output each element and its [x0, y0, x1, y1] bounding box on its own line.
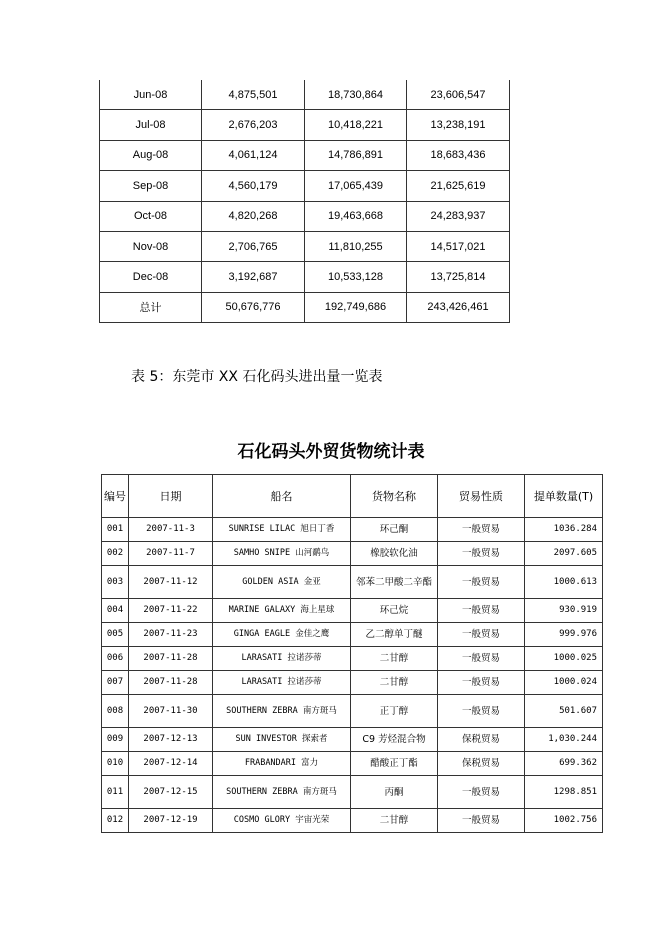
value-b-cell: 14,786,891: [305, 140, 407, 170]
month-cell: Jun-08: [100, 80, 202, 110]
table-row: [102, 542, 603, 566]
date-cell: 2007-11-30: [129, 695, 213, 728]
trade-cell: 一般贸易: [438, 542, 525, 566]
ship-cell: FRABANDARI 富力: [213, 752, 351, 776]
qty-cell: 1036.284: [525, 518, 603, 542]
qty-cell: 699.362: [525, 752, 603, 776]
date-cell: 2007-11-7: [129, 542, 213, 566]
ship-cell: GOLDEN ASIA 金亚: [213, 566, 351, 599]
table-row: [102, 599, 603, 623]
value-a-cell: 4,875,501: [202, 80, 305, 110]
qty-cell: 2097.605: [525, 542, 603, 566]
header-qty: 提单数量(T): [525, 475, 603, 518]
qty-cell: 999.976: [525, 623, 603, 647]
header-goods: 货物名称: [351, 475, 438, 518]
month-cell: 总计: [100, 292, 202, 322]
ship-cell: SOUTHERN ZEBRA 南方斑马: [213, 695, 351, 728]
qty-cell: 1000.024: [525, 671, 603, 695]
date-cell: 2007-12-13: [129, 728, 213, 752]
no-cell: 007: [102, 671, 129, 695]
date-cell: 2007-12-19: [129, 809, 213, 833]
qty-cell: 1298.851: [525, 776, 603, 809]
goods-cell: C9 芳烃混合物: [351, 728, 438, 752]
table-row: [100, 110, 510, 140]
qty-cell: 1,030.244: [525, 728, 603, 752]
no-cell: 009: [102, 728, 129, 752]
table-row: [102, 752, 603, 776]
no-cell: 011: [102, 776, 129, 809]
ship-cell: LARASATI 拉诺莎蒂: [213, 647, 351, 671]
table-row: [102, 809, 603, 833]
month-cell: Jul-08: [100, 110, 202, 140]
date-cell: 2007-11-23: [129, 623, 213, 647]
table-row: [100, 292, 510, 322]
trade-cell: 一般贸易: [438, 695, 525, 728]
total-cell: 18,683,436: [407, 140, 510, 170]
header-trade: 贸易性质: [438, 475, 525, 518]
table-row: [102, 671, 603, 695]
total-cell: 24,283,937: [407, 201, 510, 231]
total-cell: 243,426,461: [407, 292, 510, 322]
date-cell: 2007-11-22: [129, 599, 213, 623]
value-a-cell: 4,820,268: [202, 201, 305, 231]
no-cell: 002: [102, 542, 129, 566]
goods-cell: 正丁醇: [351, 695, 438, 728]
trade-cell: 一般贸易: [438, 647, 525, 671]
goods-cell: 环己酮: [351, 518, 438, 542]
goods-cell: 丙酮: [351, 776, 438, 809]
ship-cell: LARASATI 拉诺莎蒂: [213, 671, 351, 695]
ship-cell: GINGA EAGLE 金佳之鹰: [213, 623, 351, 647]
value-b-cell: 192,749,686: [305, 292, 407, 322]
trade-cell: 一般贸易: [438, 518, 525, 542]
cargo-table-title: 石化码头外贸货物统计表: [237, 442, 425, 462]
no-cell: 005: [102, 623, 129, 647]
total-cell: 23,606,547: [407, 80, 510, 110]
cargo-table-header-row: [102, 475, 603, 518]
goods-cell: 二甘醇: [351, 671, 438, 695]
table-caption: 表 5：东莞市 XX 石化码头进出量一览表: [131, 369, 383, 385]
date-cell: 2007-12-14: [129, 752, 213, 776]
table-row: [102, 647, 603, 671]
no-cell: 010: [102, 752, 129, 776]
qty-cell: 501.607: [525, 695, 603, 728]
trade-cell: 一般贸易: [438, 776, 525, 809]
value-b-cell: 10,533,128: [305, 262, 407, 292]
no-cell: 003: [102, 566, 129, 599]
trade-cell: 一般贸易: [438, 566, 525, 599]
month-cell: Sep-08: [100, 171, 202, 201]
trade-cell: 保税贸易: [438, 752, 525, 776]
date-cell: 2007-11-12: [129, 566, 213, 599]
no-cell: 012: [102, 809, 129, 833]
table-row: [102, 776, 603, 809]
monthly-table-body: [100, 80, 510, 323]
table-row: [102, 728, 603, 752]
table-row: [102, 623, 603, 647]
value-a-cell: 4,560,179: [202, 171, 305, 201]
header-ship: 船名: [213, 475, 351, 518]
value-b-cell: 11,810,255: [305, 231, 407, 261]
header-no: 编号: [102, 475, 129, 518]
ship-cell: SUNRISE LILAC 旭日丁香: [213, 518, 351, 542]
qty-cell: 930.919: [525, 599, 603, 623]
value-a-cell: 2,706,765: [202, 231, 305, 261]
goods-cell: 醋酸正丁酯: [351, 752, 438, 776]
table-row: [102, 518, 603, 542]
total-cell: 21,625,619: [407, 171, 510, 201]
no-cell: 004: [102, 599, 129, 623]
month-cell: Nov-08: [100, 231, 202, 261]
table-row: [100, 262, 510, 292]
table-row: [102, 695, 603, 728]
no-cell: 008: [102, 695, 129, 728]
value-b-cell: 17,065,439: [305, 171, 407, 201]
goods-cell: 环己烷: [351, 599, 438, 623]
cargo-table-body: [102, 518, 603, 833]
value-a-cell: 2,676,203: [202, 110, 305, 140]
value-a-cell: 4,061,124: [202, 140, 305, 170]
goods-cell: 邻苯二甲酸二辛酯: [351, 566, 438, 599]
ship-cell: SOUTHERN ZEBRA 南方斑马: [213, 776, 351, 809]
trade-cell: 一般贸易: [438, 599, 525, 623]
goods-cell: 二甘醇: [351, 809, 438, 833]
total-cell: 14,517,021: [407, 231, 510, 261]
month-cell: Oct-08: [100, 201, 202, 231]
monthly-table: [99, 80, 510, 323]
table-row: [100, 171, 510, 201]
total-cell: 13,238,191: [407, 110, 510, 140]
goods-cell: 橡胶软化油: [351, 542, 438, 566]
month-cell: Dec-08: [100, 262, 202, 292]
date-cell: 2007-11-28: [129, 647, 213, 671]
total-cell: 13,725,814: [407, 262, 510, 292]
ship-cell: SUN INVESTOR 探索者: [213, 728, 351, 752]
value-b-cell: 10,418,221: [305, 110, 407, 140]
value-a-cell: 3,192,687: [202, 262, 305, 292]
goods-cell: 二甘醇: [351, 647, 438, 671]
value-a-cell: 50,676,776: [202, 292, 305, 322]
date-cell: 2007-12-15: [129, 776, 213, 809]
table-row: [100, 201, 510, 231]
no-cell: 001: [102, 518, 129, 542]
goods-cell: 乙二醇单丁醚: [351, 623, 438, 647]
cargo-table: [101, 474, 603, 833]
no-cell: 006: [102, 647, 129, 671]
table-row: [100, 140, 510, 170]
qty-cell: 1002.756: [525, 809, 603, 833]
trade-cell: 一般贸易: [438, 623, 525, 647]
date-cell: 2007-11-28: [129, 671, 213, 695]
ship-cell: MARINE GALAXY 海上星球: [213, 599, 351, 623]
trade-cell: 保税贸易: [438, 728, 525, 752]
qty-cell: 1000.613: [525, 566, 603, 599]
month-cell: Aug-08: [100, 140, 202, 170]
table-row: [100, 80, 510, 110]
trade-cell: 一般贸易: [438, 809, 525, 833]
table-row: [100, 231, 510, 261]
header-date: 日期: [129, 475, 213, 518]
ship-cell: SAMHO SNIPE 山河鹬鸟: [213, 542, 351, 566]
value-b-cell: 19,463,668: [305, 201, 407, 231]
trade-cell: 一般贸易: [438, 671, 525, 695]
table-row: [102, 566, 603, 599]
qty-cell: 1000.025: [525, 647, 603, 671]
ship-cell: COSMO GLORY 宇宙光荣: [213, 809, 351, 833]
date-cell: 2007-11-3: [129, 518, 213, 542]
value-b-cell: 18,730,864: [305, 80, 407, 110]
